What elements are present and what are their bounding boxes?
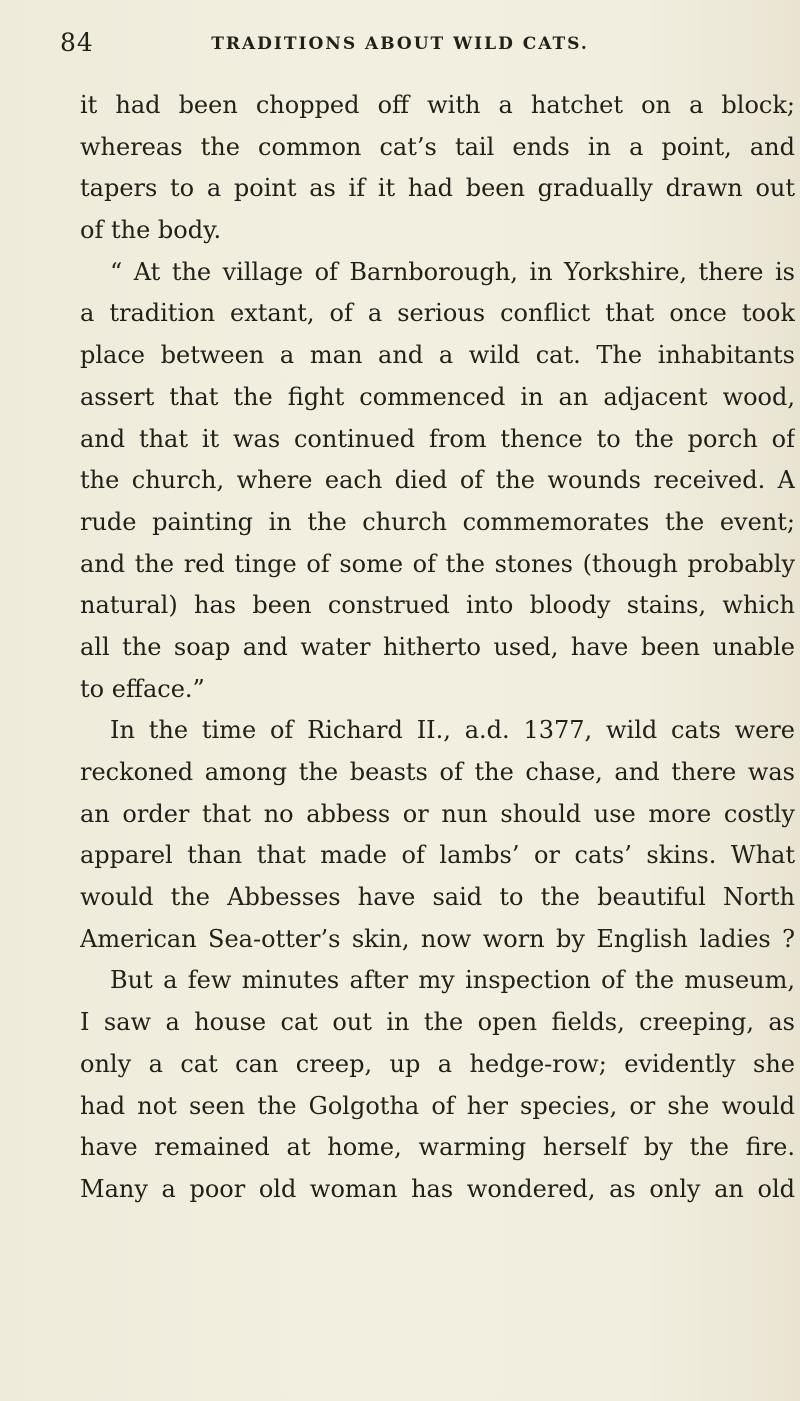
text-line: But a few minutes after my inspection of the museum, xyxy=(110,966,795,995)
text-line: In the time of Richard II., a.d. 1377, wild cats were xyxy=(110,716,795,745)
text-line: of the body. xyxy=(80,216,222,245)
text-line: place between a man and a wild cat. The inhabitants xyxy=(80,341,795,370)
text-line: natural) has been construed into bloody stains, which xyxy=(80,591,795,620)
text-line: “ At the village of Barnborough, in Yorkshire, there is xyxy=(110,257,795,286)
page-number: 84 xyxy=(60,28,94,57)
text-line: reckoned among the beasts of the chase, and there was xyxy=(80,758,795,786)
text-line: tapers to a point as if it had been gradually drawn out xyxy=(80,174,795,203)
text-line: and that it was continued from thence to the porch of xyxy=(80,424,795,453)
text-line: all the soap and water hitherto used, have been unable xyxy=(80,632,795,661)
page-header xyxy=(0,28,800,68)
text-line: an order that no abbess or nun should use more costly xyxy=(80,799,795,828)
text-line: American Sea-otter’s skin, now worn by English ladies ? xyxy=(80,924,795,953)
text-line: would the Abbesses have said to the beautiful North xyxy=(80,883,795,912)
text-line: it had been chopped off with a hatchet on a block; xyxy=(80,91,795,119)
text-line: apparel than that made of lambs’ or cats’ skins. What xyxy=(80,841,795,870)
text-line: and the red tinge of some of the stones (though probably xyxy=(80,549,795,578)
text-line: I saw a house cat out in the open fields, creeping, as xyxy=(80,1008,795,1037)
text-line: whereas the common cat’s tail ends in a point, and xyxy=(80,132,795,161)
text-line: a tradition extant, of a serious conflict that once took xyxy=(80,299,795,328)
text-line: only a cat can creep, up a hedge-row; evidently she xyxy=(80,1049,795,1078)
text-line: Many a poor old woman has wondered, as only an old xyxy=(80,1174,795,1203)
body-text xyxy=(80,85,795,1211)
running-head: TRADITIONS ABOUT WILD CATS. xyxy=(211,34,589,54)
text-line: have remained at home, warming herself by the fire. xyxy=(80,1133,795,1162)
text-line: rude painting in the church commemorates the event; xyxy=(80,507,795,536)
text-line: assert that the fight commenced in an adjacent wood, xyxy=(80,382,795,411)
text-line: to efface.” xyxy=(80,674,205,703)
text-line: had not seen the Golgotha of her species, or she would xyxy=(80,1091,795,1120)
text-line: the church, where each died of the wounds received. A xyxy=(80,466,795,495)
